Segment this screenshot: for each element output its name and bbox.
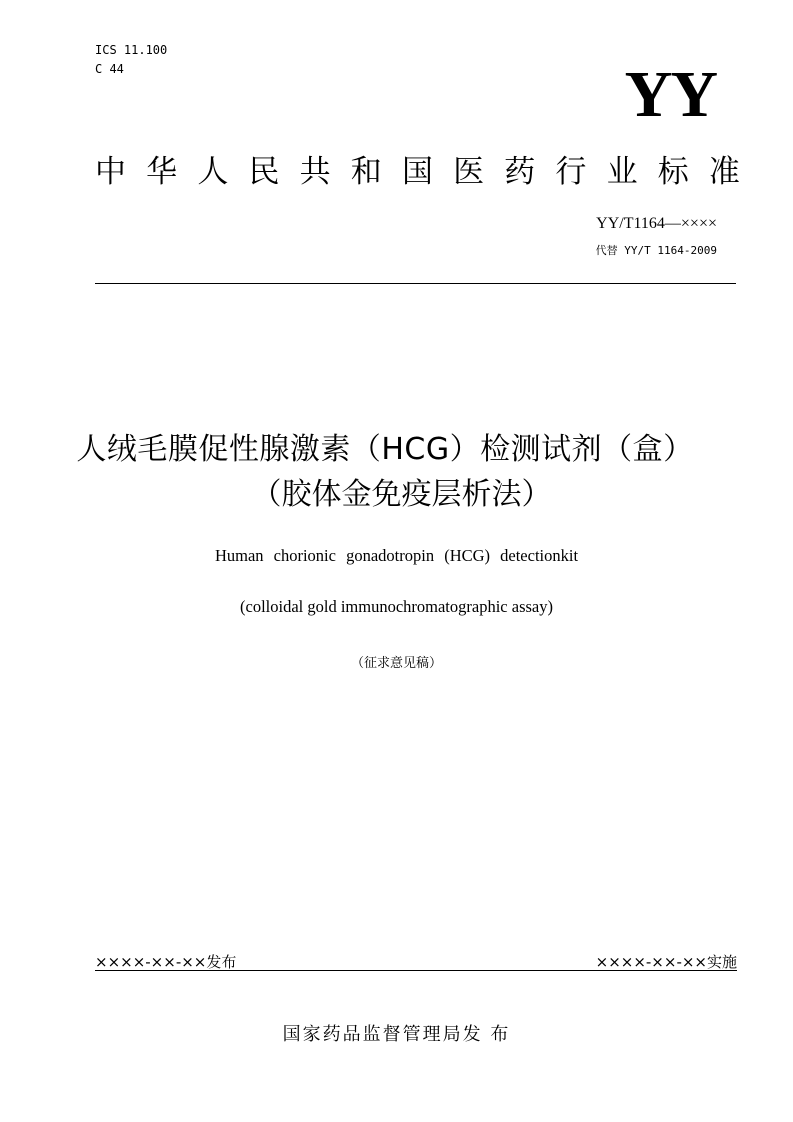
industry-char: 标 xyxy=(657,154,689,190)
ccs-code: C 44 xyxy=(95,62,124,76)
industry-char: 和 xyxy=(350,154,382,190)
title-en-line2: (colloidal gold immunochromatographic assay) xyxy=(240,597,553,616)
industry-char: 准 xyxy=(708,154,740,190)
industry-standard-title xyxy=(95,152,740,192)
industry-char: 民 xyxy=(248,154,280,190)
standard-number: YY/T1164—×××× xyxy=(596,215,717,232)
industry-char: 医 xyxy=(453,154,485,190)
industry-char: 人 xyxy=(197,154,229,190)
industry-char: 华 xyxy=(146,154,178,190)
title-cn-line2: （胶体金免疫层析法） xyxy=(251,477,552,512)
implement-date: ××××-××-××实施 xyxy=(595,953,737,971)
industry-char: 中 xyxy=(95,154,126,190)
replaces-standard: 代替 YY/T 1164-2009 xyxy=(595,244,717,257)
classification-codes xyxy=(95,41,167,79)
ics-code: ICS 11.100 xyxy=(95,43,168,57)
footer-divider xyxy=(95,970,737,971)
title-en-line1: Human chorionic gonadotropin (HCG) detectionkit xyxy=(214,546,579,565)
publish-date: ××××-××-××发布 xyxy=(95,953,237,971)
industry-char: 行 xyxy=(555,154,587,190)
title-cn-line1: 人绒毛膜促性腺激素（HCG）检测试剂（盒） xyxy=(76,432,694,467)
industry-char: 共 xyxy=(299,154,331,190)
industry-char: 业 xyxy=(606,154,638,190)
yy-logo: YY xyxy=(624,58,716,131)
industry-char: 国 xyxy=(401,154,433,190)
header-divider xyxy=(95,283,736,284)
draft-note: （征求意见稿） xyxy=(350,656,442,671)
industry-char: 药 xyxy=(504,154,536,190)
issuing-authority: 国家药品监督管理局发 布 xyxy=(282,1024,511,1045)
